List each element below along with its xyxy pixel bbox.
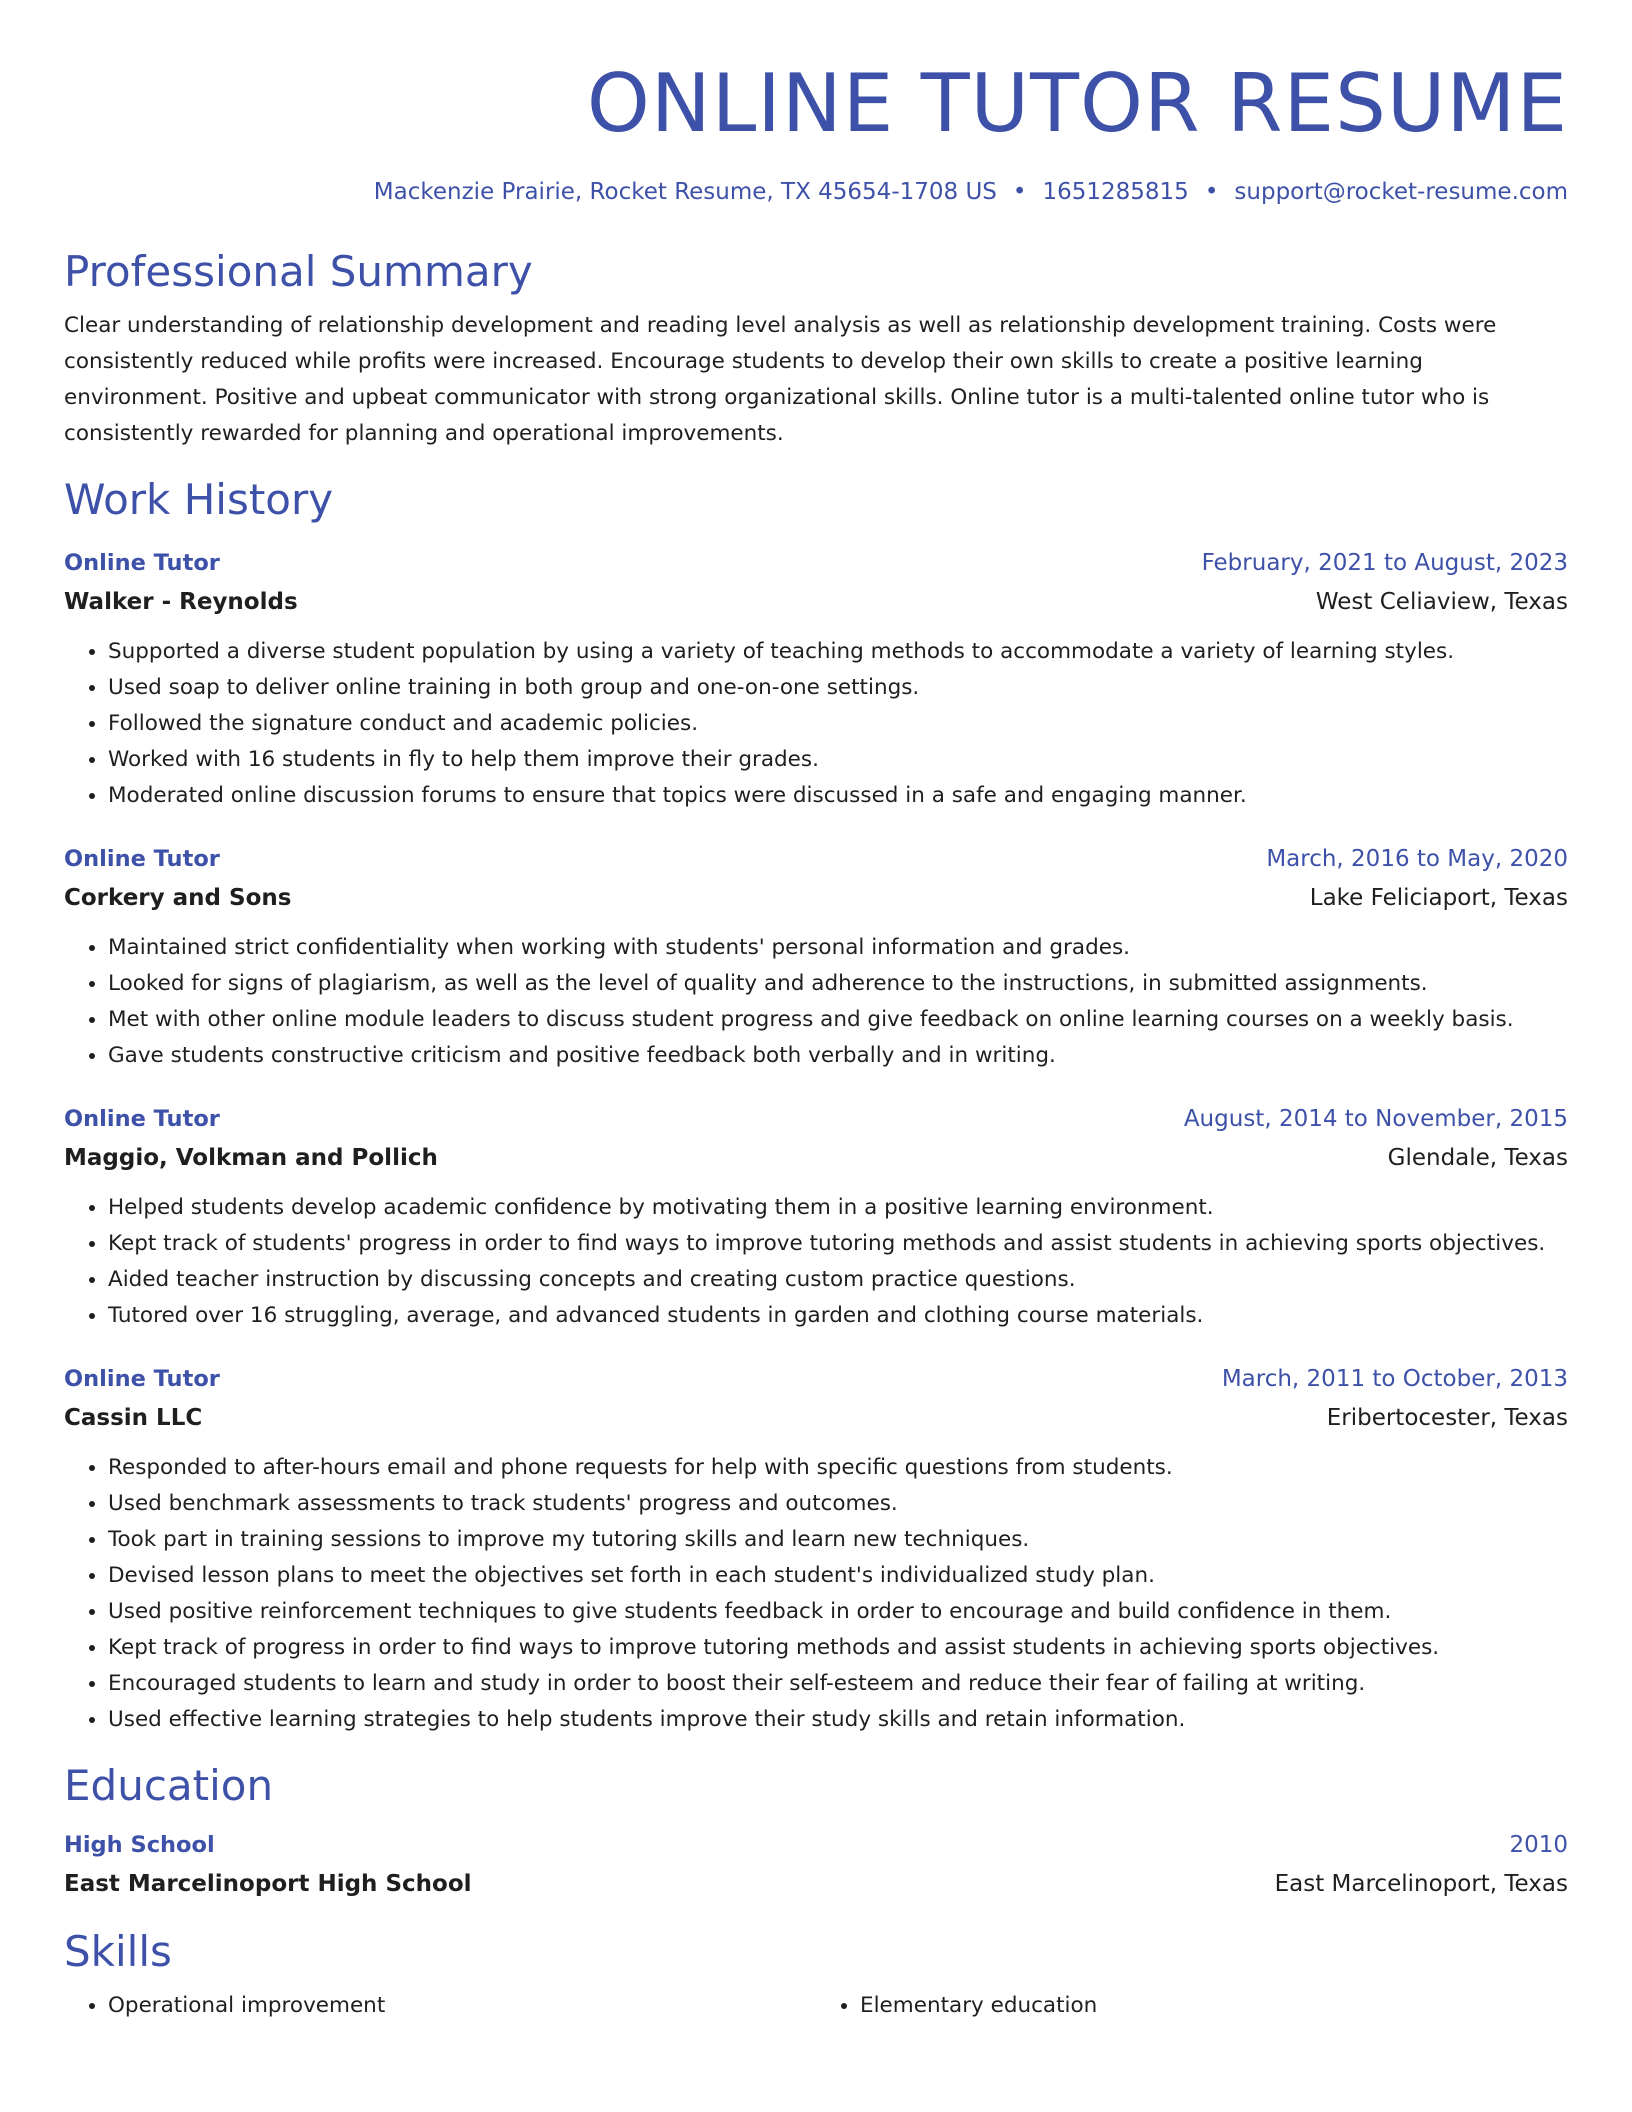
job-location: Glendale, Texas: [1387, 1145, 1568, 1171]
job-bullet: • Encouraged students to learn and study in order to boost their self-esteem and reduce their fear of failing at writing.: [108, 1666, 1568, 1702]
job-dates: March, 2011 to October, 2013: [1221, 1366, 1568, 1392]
education-heading: Education: [64, 1761, 274, 1810]
job-bullet: • Moderated online discussion forums to ensure that topics were discussed in a safe and engaging manner.: [108, 778, 1568, 814]
job-role: Online Tutor: [64, 1366, 220, 1392]
education-location: East Marcelinoport, Texas: [1274, 1871, 1568, 1897]
job-bullet: • Devised lesson plans to meet the objectives set forth in each student's individualized study plan.: [108, 1558, 1568, 1594]
job-company: Corkery and Sons: [64, 885, 292, 911]
job-bullet: • Looked for signs of plagiarism, as well as the level of quality and adherence to the instructions, in submitted assignments.: [108, 966, 1568, 1002]
job-bullet: • Used effective learning strategies to help students improve their study skills and retain information.: [108, 1702, 1568, 1738]
job-entry: [64, 544, 1568, 814]
job-role: Online Tutor: [64, 1106, 220, 1132]
job-location: West Celiaview, Texas: [1315, 589, 1568, 615]
job-bullet: • Aided teacher instruction by discussing concepts and creating custom practice questions.: [108, 1262, 1568, 1298]
job-entry: [64, 1100, 1568, 1334]
job-bullet: • Worked with 16 students in fly to help them improve their grades.: [108, 742, 1568, 778]
job-company: Walker - Reynolds: [64, 589, 298, 615]
skills-column-right: [816, 1988, 1568, 2024]
job-company: Cassin LLC: [64, 1405, 203, 1431]
job-company: Maggio, Volkman and Pollich: [64, 1145, 438, 1171]
job-bullet: • Followed the signature conduct and academic policies.: [108, 706, 1568, 742]
education-year: 2010: [1509, 1832, 1568, 1858]
contact-phone: 1651285815: [1042, 179, 1189, 205]
skills-list: [64, 1988, 1568, 2024]
job-bullet: • Maintained strict confidentiality when working with students' personal information and grades.: [108, 930, 1568, 966]
job-bullet: • Used positive reinforcement techniques to give students feedback in order to encourage and build confidence in them.: [108, 1594, 1568, 1630]
job-bullets: [64, 1450, 1568, 1738]
education-school: East Marcelinoport High School: [64, 1871, 472, 1897]
job-bullet: • Took part in training sessions to improve my tutoring skills and learn new techniques.: [108, 1522, 1568, 1558]
contact-address: Mackenzie Prairie, Rocket Resume, TX 45654-1708 US: [373, 179, 997, 205]
education-degree: High School: [64, 1832, 215, 1858]
job-location: Lake Feliciaport, Texas: [1309, 885, 1568, 911]
job-bullets: [64, 1190, 1568, 1334]
job-dates: August, 2014 to November, 2015: [1183, 1106, 1568, 1132]
job-bullet: • Supported a diverse student population by using a variety of teaching methods to accommodate a variety of learning styles.: [108, 634, 1568, 670]
job-bullet: • Responded to after-hours email and phone requests for help with specific questions from students.: [108, 1450, 1568, 1486]
job-dates: February, 2021 to August, 2023: [1201, 550, 1568, 576]
job-role: Online Tutor: [64, 550, 220, 576]
job-entry: [64, 1360, 1568, 1738]
job-bullet: • Met with other online module leaders to discuss student progress and give feedback on online learning courses on a weekly basis.: [108, 1002, 1568, 1038]
job-bullet: • Kept track of progress in order to find ways to improve tutoring methods and assist students in achieving sports objectives.: [108, 1630, 1568, 1666]
job-bullet: • Used soap to deliver online training in both group and one-on-one settings.: [108, 670, 1568, 706]
contact-separator: •: [1204, 179, 1219, 205]
contact-email: support@rocket-resume.com: [1234, 179, 1568, 205]
job-location: Eribertocester, Texas: [1326, 1405, 1568, 1431]
job-bullet: • Used benchmark assessments to track students' progress and outcomes.: [108, 1486, 1568, 1522]
education-entry: [64, 1826, 1568, 1904]
job-bullet: • Helped students develop academic confidence by motivating them in a positive learning environment.: [108, 1190, 1568, 1226]
job-bullets: [64, 930, 1568, 1074]
resume-title: ONLINE TUTOR RESUME: [586, 57, 1568, 150]
contact-line: [64, 176, 1568, 208]
job-bullet: • Kept track of students' progress in order to find ways to improve tutoring methods and assist students in achieving sports objectives.: [108, 1226, 1568, 1262]
job-bullet: • Tutored over 16 struggling, average, and advanced students in garden and clothing course materials.: [108, 1298, 1568, 1334]
skills-heading: Skills: [64, 1927, 172, 1976]
contact-separator: •: [1012, 179, 1027, 205]
skill-item: • Operational improvement: [108, 1988, 816, 2024]
job-bullet: • Gave students constructive criticism and positive feedback both verbally and in writing.: [108, 1038, 1568, 1074]
job-dates: March, 2016 to May, 2020: [1266, 846, 1568, 872]
summary-text: Clear understanding of relationship development and reading level analysis as well as relationship development training. Costs were consistently reduced while profits were increased. Encourage students to develop their own skills to create a positive learning environment. Positive and upbeat communicator with strong organizational skills. Online tutor is a multi-talented online tutor who is consistently rewarded for planning and operational improvements.: [64, 313, 1497, 446]
job-bullets: [64, 634, 1568, 814]
skills-column-left: [64, 1988, 816, 2024]
work-history-heading: Work History: [64, 475, 334, 524]
summary-heading: Professional Summary: [64, 247, 533, 296]
skill-item: • Elementary education: [860, 1988, 1568, 2024]
job-entry: [64, 840, 1568, 1074]
job-role: Online Tutor: [64, 846, 220, 872]
resume-header: [64, 0, 1568, 208]
